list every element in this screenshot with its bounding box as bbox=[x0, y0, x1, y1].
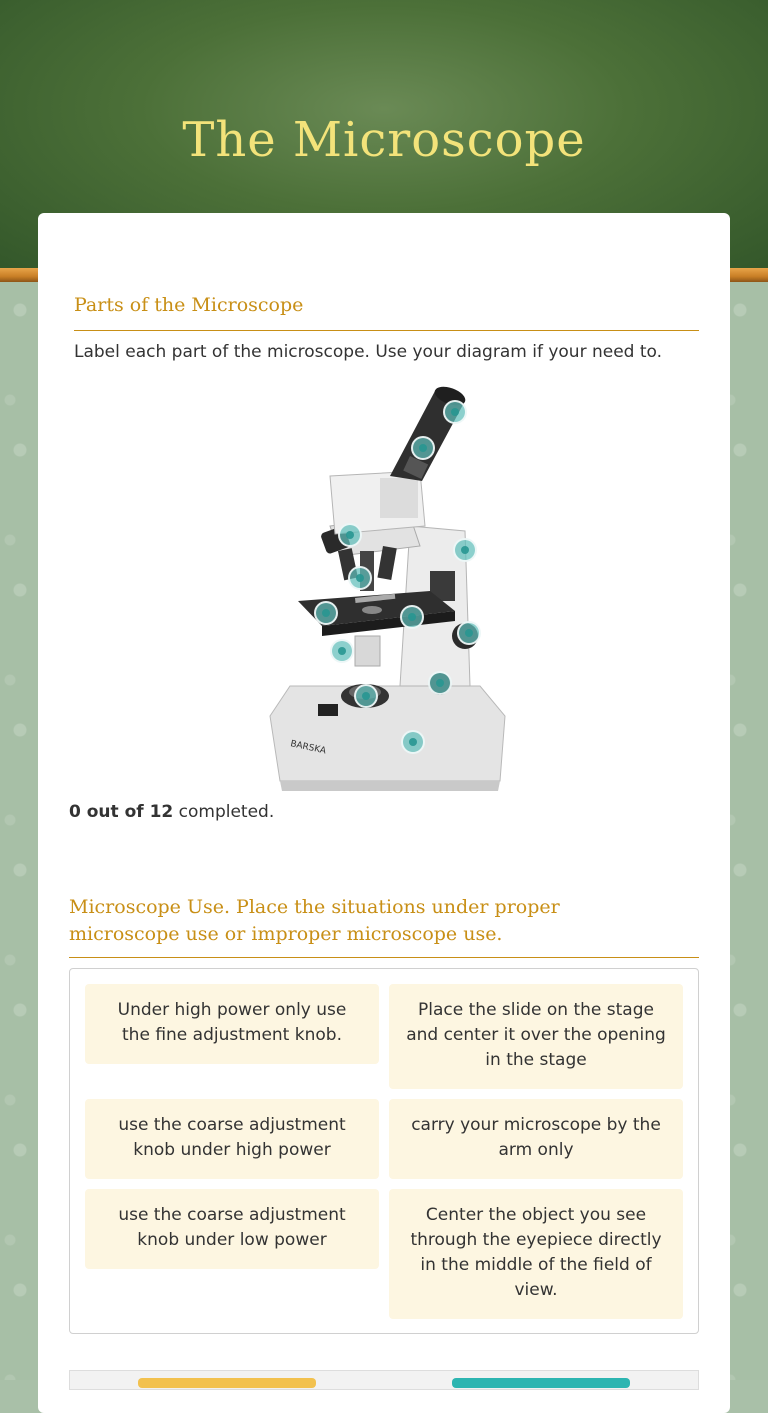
hotspot-base[interactable] bbox=[401, 730, 425, 754]
hotspot-body-tube[interactable] bbox=[411, 436, 435, 460]
section-divider bbox=[74, 330, 699, 331]
hotspot-stage[interactable] bbox=[400, 605, 424, 629]
instructions-text: Label each part of the microscope. Use your diagram if your need to. bbox=[74, 342, 663, 362]
hotspot-objective[interactable] bbox=[348, 566, 372, 590]
section-heading-use: Microscope Use. Place the situations under proper microscope use or improper microscope use. bbox=[69, 896, 560, 945]
section-divider bbox=[69, 957, 699, 958]
sort-card[interactable]: Under high power only use the fine adjustment knob. bbox=[85, 984, 379, 1064]
sort-card[interactable]: use the coarse adjustment knob under low power bbox=[85, 1189, 379, 1269]
hotspot-arm[interactable] bbox=[453, 538, 477, 562]
progress-suffix: completed. bbox=[173, 802, 275, 822]
sort-card[interactable]: Place the slide on the stage and center it over the opening in the stage bbox=[389, 984, 683, 1089]
sort-card[interactable]: carry your microscope by the arm only bbox=[389, 1099, 683, 1179]
hotspot-fine-knob[interactable] bbox=[428, 671, 452, 695]
sort-card[interactable]: use the coarse adjustment knob under high power bbox=[85, 1099, 379, 1179]
svg-text:BARSKA: BARSKA bbox=[289, 739, 327, 757]
hotspot-diaphragm[interactable] bbox=[330, 639, 354, 663]
section-heading-parts: Parts of the Microscope bbox=[74, 294, 304, 316]
hotspot-nosepiece[interactable] bbox=[338, 523, 362, 547]
microscope-diagram bbox=[260, 386, 510, 800]
hotspot-light-source[interactable] bbox=[354, 684, 378, 708]
worksheet-title: The Microscope bbox=[182, 112, 586, 168]
hotspot-eyepiece[interactable] bbox=[443, 400, 467, 424]
hotspot-stage-clip[interactable] bbox=[314, 601, 338, 625]
hotspot-coarse-knob[interactable] bbox=[457, 621, 481, 645]
sort-card[interactable]: Center the object you see through the eyepiece directly in the middle of the field of view. bbox=[389, 1189, 683, 1319]
progress-text bbox=[69, 802, 274, 822]
progress-count: 0 out of 12 bbox=[69, 802, 174, 822]
microscope-image bbox=[260, 386, 510, 800]
